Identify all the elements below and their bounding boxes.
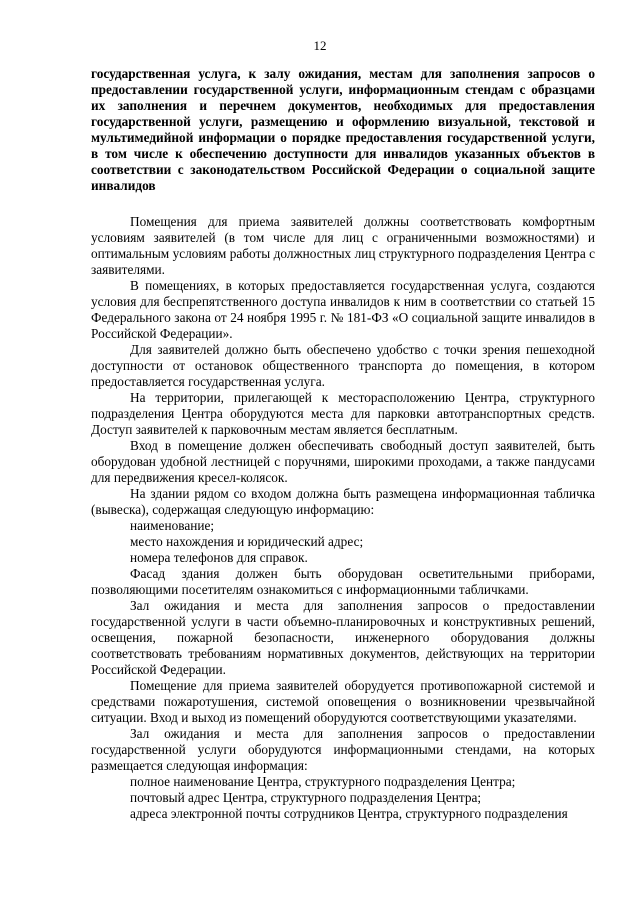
paragraph: Для заявителей должно быть обеспечено удобство с точки зрения пешеходной доступности от остановок общественного транспорта до помещения, в котором предоставляется государственная услуга. (91, 342, 595, 389)
body-text (91, 214, 595, 822)
heading-spacer (91, 194, 595, 214)
paragraph: На здании рядом со входом должна быть размещена информационная табличка (вывеска), содержащая следующую информацию: (91, 486, 595, 517)
paragraph: Зал ожидания и места для заполнения запросов о предоставлении государственной услуги оборудуются информационными стендами, на которых размещается следующая информация: (91, 726, 595, 773)
page-number: 12 (313, 38, 327, 53)
list-item: адреса электронной почты сотрудников Центра, структурного подразделения (130, 806, 568, 821)
paragraph: Вход в помещение должен обеспечивать свободный доступ заявителей, быть оборудован удобной лестницей с поручнями, широкими проходами, а также пандусами для передвижения кресел-колясок. (91, 438, 595, 485)
paragraph: На территории, прилегающей к месторасположению Центра, структурного подразделения Центра оборудуются места для парковки автотранспортных средств. Доступ заявителей к парковочным местам является бесплатным. (91, 390, 595, 437)
list-item: наименование; (130, 518, 215, 533)
paragraph: Зал ожидания и места для заполнения запросов о предоставлении государственной услуги в части объемно-планировочных и конструктивных решений, освещения, пожарной безопасности, инженерного оборудования должны соответствовать требованиям нормативных документов, действующих на территории Российской Федерации. (91, 598, 595, 677)
list-item: номера телефонов для справок. (130, 550, 308, 565)
paragraph: Помещение для приема заявителей оборудуется противопожарной системой и средствами пожаротушения, системой оповещения о возникновении чрезвычайной ситуации. Вход и выход из помещений оборудуются соответствующими указателями. (91, 678, 595, 725)
paragraph: В помещениях, в которых предоставляется государственная услуга, создаются условия для беспрепятственного доступа инвалидов к ним в соответствии со статьей 15 Федерального закона от 24 ноября 1995 г. № 181-ФЗ «О социальной защите инвалидов в Российской Федерации». (91, 278, 595, 341)
section-heading: государственная услуга, к залу ожидания, местам для заполнения запросов о предоставлении государственной услуги, информационным стендам с образцами их заполнения и перечнем документов, необходимых для предоставления государственной услуги, размещению и оформлению визуальной, текстовой и мультимедийной информации о порядке предоставления государственной услуги, в том числе к обеспечению доступности для инвалидов указанных объектов в соответствии с законодательством Российской Федерации о социальной защите инвалидов (91, 66, 595, 193)
list-item: полное наименование Центра, структурного подразделения Центра; (130, 774, 516, 789)
paragraph: Фасад здания должен быть оборудован осветительными приборами, позволяющими посетителям ознакомиться с информационными табличками. (91, 566, 595, 597)
paragraph: Помещения для приема заявителей должны соответствовать комфортным условиям заявителей (в том числе для лиц с ограниченными возможностями) и оптимальным условиям работы должностных лиц структурного подразделения Центра с заявителями. (91, 214, 595, 277)
list-item: почтовый адрес Центра, структурного подразделения Центра; (130, 790, 482, 805)
document-body (91, 66, 595, 822)
list-item: место нахождения и юридический адрес; (130, 534, 364, 549)
